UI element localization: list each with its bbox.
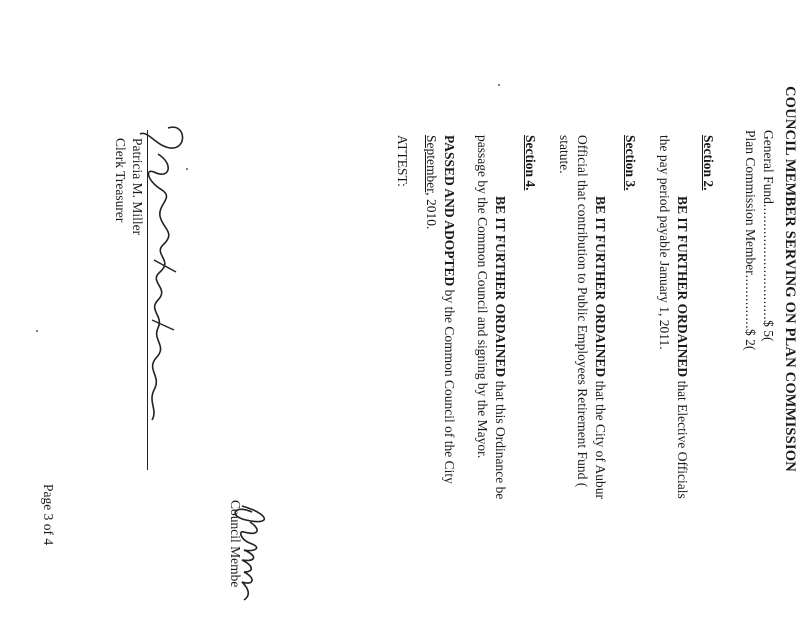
pay-row-leader: .............................. [761,203,776,321]
scan-speck [498,84,500,86]
pay-row-amount: $ 5( [761,320,776,342]
page-number: Page 3 of 4 [41,484,56,546]
pay-row-amount: $ 2( [743,329,758,351]
pay-row-label: Plan Commission Member [743,130,758,275]
pay-row-general-fund [760,130,776,341]
passed-line-1 [441,135,457,484]
scan-speck [36,330,38,332]
section-2-line-1 [674,196,690,499]
section-2-title: Section 2. [701,135,716,191]
section-4-title: Section 4. [523,135,538,191]
pay-row-leader: .............. [743,274,758,329]
section-2-lead: BE IT FURTHER ORDAINED [675,196,690,378]
passed-text: by the Common Council of the City [442,286,457,484]
section-4-text: that this Ordinance be [493,377,508,500]
section-3-line-3: statute. [557,135,572,174]
passed-month: September [424,135,439,193]
passed-line-2 [423,135,439,229]
scan-speck [186,168,188,170]
passed-year: , 2010. [424,192,439,230]
document-heading: COUNCIL MEMBER SERVING ON PLAN COMMISSION [782,86,798,472]
section-4-line-1 [492,196,508,499]
section-2-text: that Elective Officials [675,377,690,499]
signer-title: Clerk Treasurer [113,138,128,223]
section-3-line-1 [592,196,608,499]
section-3-text: that the City of Aubur [593,377,608,500]
council-member-title: Council Membe [228,500,243,588]
section-4-line-2: passage by the Common Council and signing by the Mayor. [475,135,490,459]
signer-name: Patricia M. Miller [130,138,145,236]
attest-label: ATTEST: [395,135,410,187]
pay-row-label: General Fund [761,130,776,204]
section-4-lead: BE IT FURTHER ORDAINED [493,196,508,378]
signature-line [147,130,148,470]
section-3-title: Section 3. [623,135,638,191]
passed-lead: PASSED AND ADOPTED [442,135,457,287]
section-3-lead: BE IT FURTHER ORDAINED [593,196,608,378]
pay-row-plan-commission [742,130,758,350]
section-3-line-2: Official that contribution to Public Employees Retirement Fund ( [575,135,590,488]
section-2-line-2: the pay period payable January 1, 2011. [657,135,672,350]
